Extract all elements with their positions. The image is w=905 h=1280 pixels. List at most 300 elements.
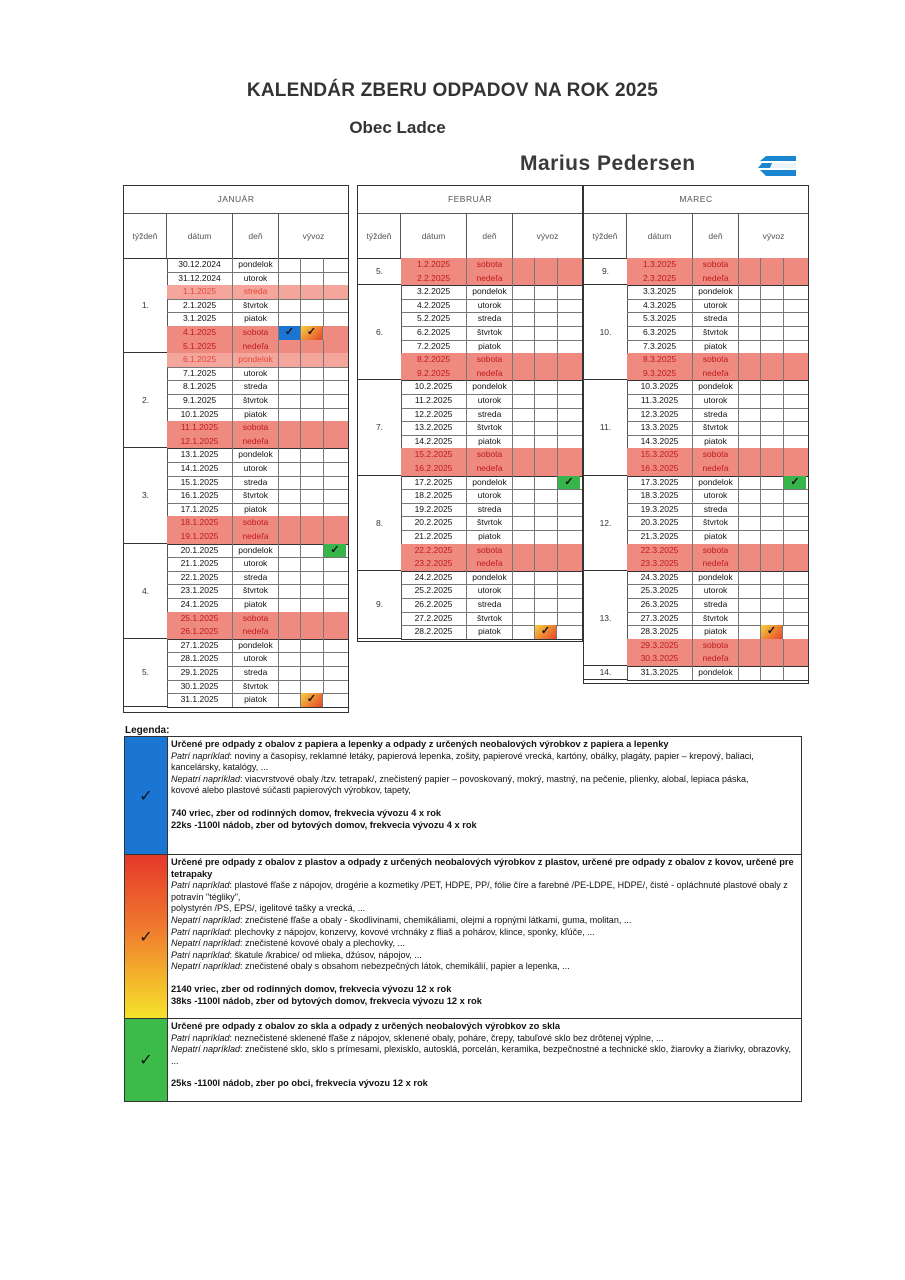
date-cell: 7.2.2025	[401, 340, 467, 354]
table-row	[167, 476, 348, 491]
date-cell: 10.1.2025	[167, 408, 233, 422]
collection-cell	[739, 516, 761, 530]
collection-cell	[279, 272, 301, 286]
date-cell: 12.1.2025	[167, 435, 233, 449]
plastic-l3-label: Patrí napríklad	[171, 926, 230, 937]
municipality-name: Obec Ladce	[349, 118, 446, 137]
collection-cell	[513, 394, 535, 408]
date-cell: 28.2.2025	[401, 625, 467, 639]
table-row	[401, 340, 582, 355]
date-cell: 11.1.2025	[167, 421, 233, 435]
collection-cell	[784, 312, 808, 326]
glass-color-box	[125, 1019, 168, 1101]
table-row	[401, 353, 582, 368]
day-cell: pondelok	[467, 285, 513, 299]
day-cell: pondelok	[693, 571, 739, 585]
day-cell: nedeľa	[693, 367, 739, 381]
day-cell: piatok	[233, 598, 279, 612]
collection-cell	[279, 367, 301, 381]
collection-cell	[279, 285, 301, 299]
plastic-l4-label: Nepatrí napríklad	[171, 938, 241, 949]
collection-cell	[739, 584, 761, 598]
table-row	[627, 285, 808, 300]
collection-cell	[761, 272, 784, 286]
collection-cell	[784, 353, 808, 367]
table-row	[167, 340, 348, 355]
collection-cell	[739, 408, 761, 422]
collection-cell	[279, 557, 301, 571]
collection-cell	[558, 612, 582, 626]
collection-cell	[558, 312, 582, 326]
collection-cell	[279, 258, 301, 272]
day-cell: piatok	[467, 530, 513, 544]
collection-cell	[535, 326, 558, 340]
date-cell: 23.2.2025	[401, 557, 467, 571]
date-cell: 18.3.2025	[627, 489, 693, 503]
collection-cell	[279, 666, 301, 680]
date-cell: 13.3.2025	[627, 421, 693, 435]
collection-cell	[784, 503, 808, 517]
date-cell: 31.12.2024	[167, 272, 233, 286]
date-cell: 13.1.2025	[167, 448, 233, 462]
table-row	[401, 544, 582, 559]
collection-cell	[513, 340, 535, 354]
day-cell: utorok	[693, 584, 739, 598]
collection-cell	[301, 326, 323, 340]
date-cell: 19.1.2025	[167, 530, 233, 544]
date-cell: 21.2.2025	[401, 530, 467, 544]
day-cell: streda	[233, 285, 279, 299]
date-cell: 6.3.2025	[627, 326, 693, 340]
day-cell: štvrtok	[233, 489, 279, 503]
table-row	[167, 503, 348, 518]
collection-cell	[324, 666, 348, 680]
table-row	[627, 516, 808, 531]
collection-cell	[761, 394, 784, 408]
collection-cell	[513, 299, 535, 313]
collection-cell	[324, 652, 348, 666]
collection-cell	[301, 584, 324, 598]
day-cell: nedeľa	[693, 272, 739, 286]
plastic-l6-label: Nepatrí napríklad	[171, 961, 241, 972]
date-cell: 8.1.2025	[167, 380, 233, 394]
day-cell: streda	[233, 380, 279, 394]
day-cell: sobota	[233, 326, 279, 340]
collection-cell	[739, 299, 761, 313]
date-cell: 16.1.2025	[167, 489, 233, 503]
week-cell	[358, 285, 402, 380]
date-cell: 9.2.2025	[401, 367, 467, 381]
table-row	[167, 530, 348, 545]
collection-cell	[784, 625, 808, 639]
day-cell: utorok	[233, 462, 279, 476]
column-header-cell: deň	[467, 214, 513, 258]
date-cell: 25.3.2025	[627, 584, 693, 598]
date-cell: 15.2.2025	[401, 448, 467, 462]
day-cell: sobota	[693, 448, 739, 462]
date-cell: 9.1.2025	[167, 394, 233, 408]
collection-cell	[279, 340, 301, 354]
week-number: 9.	[375, 599, 384, 610]
collection-cell	[301, 340, 324, 354]
date-cell: 7.1.2025	[167, 367, 233, 381]
day-cell: utorok	[233, 557, 279, 571]
collection-cell	[535, 353, 558, 367]
legend-label: Legenda:	[125, 725, 170, 736]
collection-cell	[784, 530, 808, 544]
plastic-l1b: polystyrén /PS, EPS/, igelitové tašky a vrecká, ...	[171, 903, 366, 914]
collection-cell	[558, 476, 580, 490]
collection-cell	[513, 516, 535, 530]
date-cell: 5.2.2025	[401, 312, 467, 326]
day-cell: štvrtok	[233, 680, 279, 694]
collection-cell	[739, 571, 761, 585]
collection-cell	[513, 625, 535, 639]
collection-cell	[279, 353, 301, 367]
day-cell: pondelok	[467, 476, 513, 490]
table-row	[401, 462, 582, 477]
collection-cell	[739, 421, 761, 435]
collection-cell	[784, 544, 808, 558]
legend	[124, 736, 802, 1102]
collection-cell	[739, 394, 761, 408]
date-cell: 17.1.2025	[167, 503, 233, 517]
date-cell: 6.2.2025	[401, 326, 467, 340]
table-row	[401, 285, 582, 300]
date-cell: 3.3.2025	[627, 285, 693, 299]
table-row	[167, 435, 348, 450]
collection-cell	[279, 380, 301, 394]
table-row	[401, 503, 582, 518]
table-row	[401, 489, 582, 504]
date-cell: 10.3.2025	[627, 380, 693, 394]
table-row	[167, 326, 348, 341]
table-row	[401, 326, 582, 341]
collection-cell	[324, 489, 348, 503]
paper-not-cont: kovové alebo plastové súčasti papierových výrobkov, tapety,	[171, 785, 411, 796]
glass-title: Určené pre odpady z obalov zo skla a odpady z určených neobalových výrobkov zo skla	[171, 1021, 561, 1031]
column-header-cell: dátum	[627, 214, 693, 258]
week-number: 8.	[375, 517, 384, 528]
collection-cell	[301, 272, 324, 286]
table-row	[627, 435, 808, 450]
collection-cell	[784, 326, 808, 340]
paper-stat-2: 22ks -1100l nádob, zber od bytových domov, frekvecia vývozu 4 x rok	[171, 819, 477, 830]
collection-cell	[739, 285, 761, 299]
collection-cell	[279, 516, 301, 530]
collection-cell	[301, 557, 324, 571]
collection-cell	[739, 272, 761, 286]
collection-cell	[324, 285, 348, 299]
week-number: 4.	[141, 585, 150, 596]
day-cell: piatok	[693, 530, 739, 544]
date-cell: 3.2.2025	[401, 285, 467, 299]
column-header	[584, 214, 808, 259]
date-cell: 10.2.2025	[401, 380, 467, 394]
table-row	[167, 367, 348, 382]
table-row	[167, 380, 348, 395]
collection-cell	[535, 272, 558, 286]
day-cell: sobota	[693, 353, 739, 367]
date-cell: 20.1.2025	[167, 544, 233, 558]
collection-cell	[279, 693, 301, 707]
collection-cell	[739, 462, 761, 476]
collection-cell	[535, 435, 558, 449]
collection-cell	[739, 652, 761, 666]
column-header-cell: týždeň	[584, 214, 627, 258]
table-row	[627, 272, 808, 287]
collection-cell	[301, 380, 324, 394]
table-row	[401, 448, 582, 463]
collection-cell	[784, 394, 808, 408]
company-name: Marius Pedersen	[520, 152, 696, 175]
paper-belongs-label: Patrí napríklad	[171, 750, 230, 761]
collection-cell	[739, 312, 761, 326]
column-header-cell: vývoz	[536, 231, 559, 241]
collection-cell	[784, 612, 808, 626]
collection-cell	[558, 571, 582, 585]
collection-cell	[761, 258, 784, 272]
collection-cell	[535, 312, 558, 326]
day-cell: utorok	[233, 367, 279, 381]
month-name: FEBRUÁR	[358, 186, 582, 214]
collection-cell	[558, 544, 582, 558]
date-cell: 9.3.2025	[627, 367, 693, 381]
day-cell: pondelok	[233, 353, 279, 367]
collection-cell	[739, 448, 761, 462]
date-cell: 29.3.2025	[627, 639, 693, 653]
day-cell: štvrtok	[233, 584, 279, 598]
week-cell	[584, 571, 628, 666]
table-row	[401, 516, 582, 531]
day-cell: nedeľa	[467, 557, 513, 571]
collection-cell	[784, 598, 808, 612]
table-row	[627, 625, 808, 640]
month-table-0	[123, 185, 349, 713]
table-row	[167, 258, 348, 273]
table-row	[627, 584, 808, 599]
collection-cell	[279, 435, 301, 449]
collection-cell	[279, 639, 301, 653]
date-cell: 13.2.2025	[401, 421, 467, 435]
date-cell: 28.1.2025	[167, 652, 233, 666]
date-cell: 2.3.2025	[627, 272, 693, 286]
table-row	[627, 340, 808, 355]
table-row	[167, 448, 348, 463]
day-cell: piatok	[467, 435, 513, 449]
day-cell: štvrtok	[467, 421, 513, 435]
collection-cell	[739, 639, 761, 653]
collection-cell	[301, 462, 324, 476]
week-cell	[358, 571, 402, 639]
collection-cell	[761, 571, 784, 585]
table-row	[167, 285, 348, 300]
day-cell: nedeľa	[693, 462, 739, 476]
collection-cell	[301, 448, 324, 462]
day-cell: pondelok	[693, 476, 739, 490]
day-cell: streda	[693, 408, 739, 422]
collection-cell	[279, 530, 301, 544]
collection-cell	[739, 666, 761, 680]
table-row	[401, 272, 582, 287]
collection-cell	[324, 516, 348, 530]
table-row	[401, 598, 582, 613]
collection-cell	[513, 584, 535, 598]
collection-cell	[535, 530, 558, 544]
collection-cell	[279, 625, 301, 639]
collection-cell	[301, 693, 323, 707]
collection-cell	[324, 612, 348, 626]
day-cell: utorok	[467, 394, 513, 408]
date-cell: 23.1.2025	[167, 584, 233, 598]
day-cell: utorok	[693, 489, 739, 503]
table-row	[167, 353, 348, 368]
table-row	[167, 394, 348, 409]
date-cell: 21.3.2025	[627, 530, 693, 544]
date-cell: 11.2.2025	[401, 394, 467, 408]
week-cell	[584, 380, 628, 475]
day-cell: piatok	[693, 625, 739, 639]
collection-cell	[761, 448, 784, 462]
collection-cell	[784, 557, 808, 571]
table-row	[627, 408, 808, 423]
collection-cell	[324, 421, 348, 435]
collection-cell	[761, 421, 784, 435]
day-cell: piatok	[693, 340, 739, 354]
week-number: 5.	[141, 667, 150, 678]
plastic-title: Určené pre odpady z obalov z plastov a odpady z určených neobalových výrobkov z plastov, určené pre odpady z obalov z kovov, určené pre tetrapaky	[171, 857, 794, 879]
plastic-l2-label: Nepatrí napríklad	[171, 914, 241, 925]
date-cell: 19.2.2025	[401, 503, 467, 517]
date-cell: 27.2.2025	[401, 612, 467, 626]
date-cell: 26.1.2025	[167, 625, 233, 639]
paper-title: Určené pre odpady z obalov z papiera a lepenky a odpady z určených neobalových výrobkov z papiera a lepenky	[171, 739, 669, 749]
table-row	[167, 272, 348, 287]
date-cell: 5.1.2025	[167, 340, 233, 354]
check-icon: ✓	[306, 693, 317, 706]
table-row	[627, 612, 808, 627]
collection-cell	[739, 367, 761, 381]
table-row	[167, 312, 348, 327]
glass-l1-label: Patrí napríklad	[171, 1032, 230, 1043]
day-cell: štvrtok	[467, 516, 513, 530]
collection-cell	[324, 462, 348, 476]
glass-stat-1: 25ks -1100l nádob, zber po obci, frekvecia vývozu 12 x rok	[171, 1078, 428, 1089]
month-table-2	[583, 185, 809, 684]
collection-cell	[784, 380, 808, 394]
date-cell: 4.2.2025	[401, 299, 467, 313]
collection-cell	[324, 476, 348, 490]
collection-cell	[513, 612, 535, 626]
column-header	[124, 214, 348, 259]
collection-cell	[558, 557, 582, 571]
plastic-l6: : znečistené obaly s obsahom nebezpečných látok, chemikálií, papier a lepenka, ...	[240, 961, 570, 972]
table-row	[627, 489, 808, 504]
collection-cell	[761, 353, 784, 367]
collection-cell	[739, 340, 761, 354]
collection-cell	[324, 503, 348, 517]
collection-cell	[301, 666, 324, 680]
collection-cell	[739, 326, 761, 340]
collection-cell	[279, 394, 301, 408]
collection-cell	[301, 394, 324, 408]
plastic-stat-1: 2140 vriec, zber od rodinných domov, frekvecia vývozu 12 x rok	[171, 983, 452, 994]
day-cell: utorok	[467, 299, 513, 313]
collection-cell	[279, 489, 301, 503]
check-icon: ✓	[139, 928, 153, 946]
collection-cell	[513, 503, 535, 517]
collection-cell	[301, 258, 324, 272]
week-number: 11.	[599, 422, 612, 433]
collection-cell	[535, 503, 558, 517]
collection-cell	[279, 421, 301, 435]
collection-cell	[301, 639, 324, 653]
week-cell	[584, 285, 628, 380]
collection-cell	[279, 476, 301, 490]
day-cell: utorok	[467, 584, 513, 598]
table-row	[401, 476, 582, 491]
collection-cell	[558, 516, 582, 530]
collection-cell	[761, 557, 784, 571]
week-number: 10.	[599, 327, 612, 338]
collection-cell	[301, 612, 324, 626]
day-cell: nedeľa	[467, 462, 513, 476]
collection-cell	[535, 340, 558, 354]
date-cell: 16.3.2025	[627, 462, 693, 476]
day-cell: štvrtok	[233, 394, 279, 408]
collection-cell	[761, 312, 784, 326]
week-number: 13.	[599, 612, 612, 623]
glass-l2: : znečistené sklo, sklo s prímesami, plexisklo, autosklá, porcelán, keramika, bezpečnostné a technické sklo, žiarovky a žiarivky, obrazovky, ...	[171, 1044, 791, 1066]
collection-cell	[535, 380, 558, 394]
collection-cell	[301, 516, 324, 530]
collection-cell	[558, 503, 582, 517]
date-cell: 4.3.2025	[627, 299, 693, 313]
table-row	[401, 584, 582, 599]
week-cell	[124, 448, 168, 543]
day-cell: pondelok	[233, 639, 279, 653]
date-cell: 30.3.2025	[627, 652, 693, 666]
table-row	[167, 544, 348, 559]
paper-not: : viacvrstvové obaly /tzv. tetrapak/, znečistený papier – povoskovaný, mokrý, mastný, na pečenie, plienky, alobal, lepiaca páska,	[240, 773, 749, 784]
collection-cell	[324, 544, 346, 558]
plastic-stat-2: 38ks -1100l nádob, zber od bytových domov, frekvecia vývozu 12 x rok	[171, 995, 482, 1006]
date-cell: 26.3.2025	[627, 598, 693, 612]
collection-cell	[301, 476, 324, 490]
week-cell	[584, 666, 628, 680]
column-header-cell: vývoz	[762, 231, 785, 241]
date-cell: 19.3.2025	[627, 503, 693, 517]
collection-cell	[739, 435, 761, 449]
collection-cell	[761, 476, 784, 490]
collection-cell	[761, 625, 783, 639]
collection-cell	[558, 625, 582, 639]
collection-cell	[324, 571, 348, 585]
date-cell: 31.3.2025	[627, 666, 693, 680]
collection-cell	[784, 340, 808, 354]
date-cell: 16.2.2025	[401, 462, 467, 476]
table-row	[401, 421, 582, 436]
date-cell: 18.2.2025	[401, 489, 467, 503]
date-cell: 7.3.2025	[627, 340, 693, 354]
collection-cell	[558, 408, 582, 422]
day-cell: nedeľa	[693, 652, 739, 666]
table-row	[627, 299, 808, 314]
table-row	[627, 544, 808, 559]
collection-cell	[279, 598, 301, 612]
collection-cell	[784, 516, 808, 530]
day-cell: utorok	[233, 652, 279, 666]
